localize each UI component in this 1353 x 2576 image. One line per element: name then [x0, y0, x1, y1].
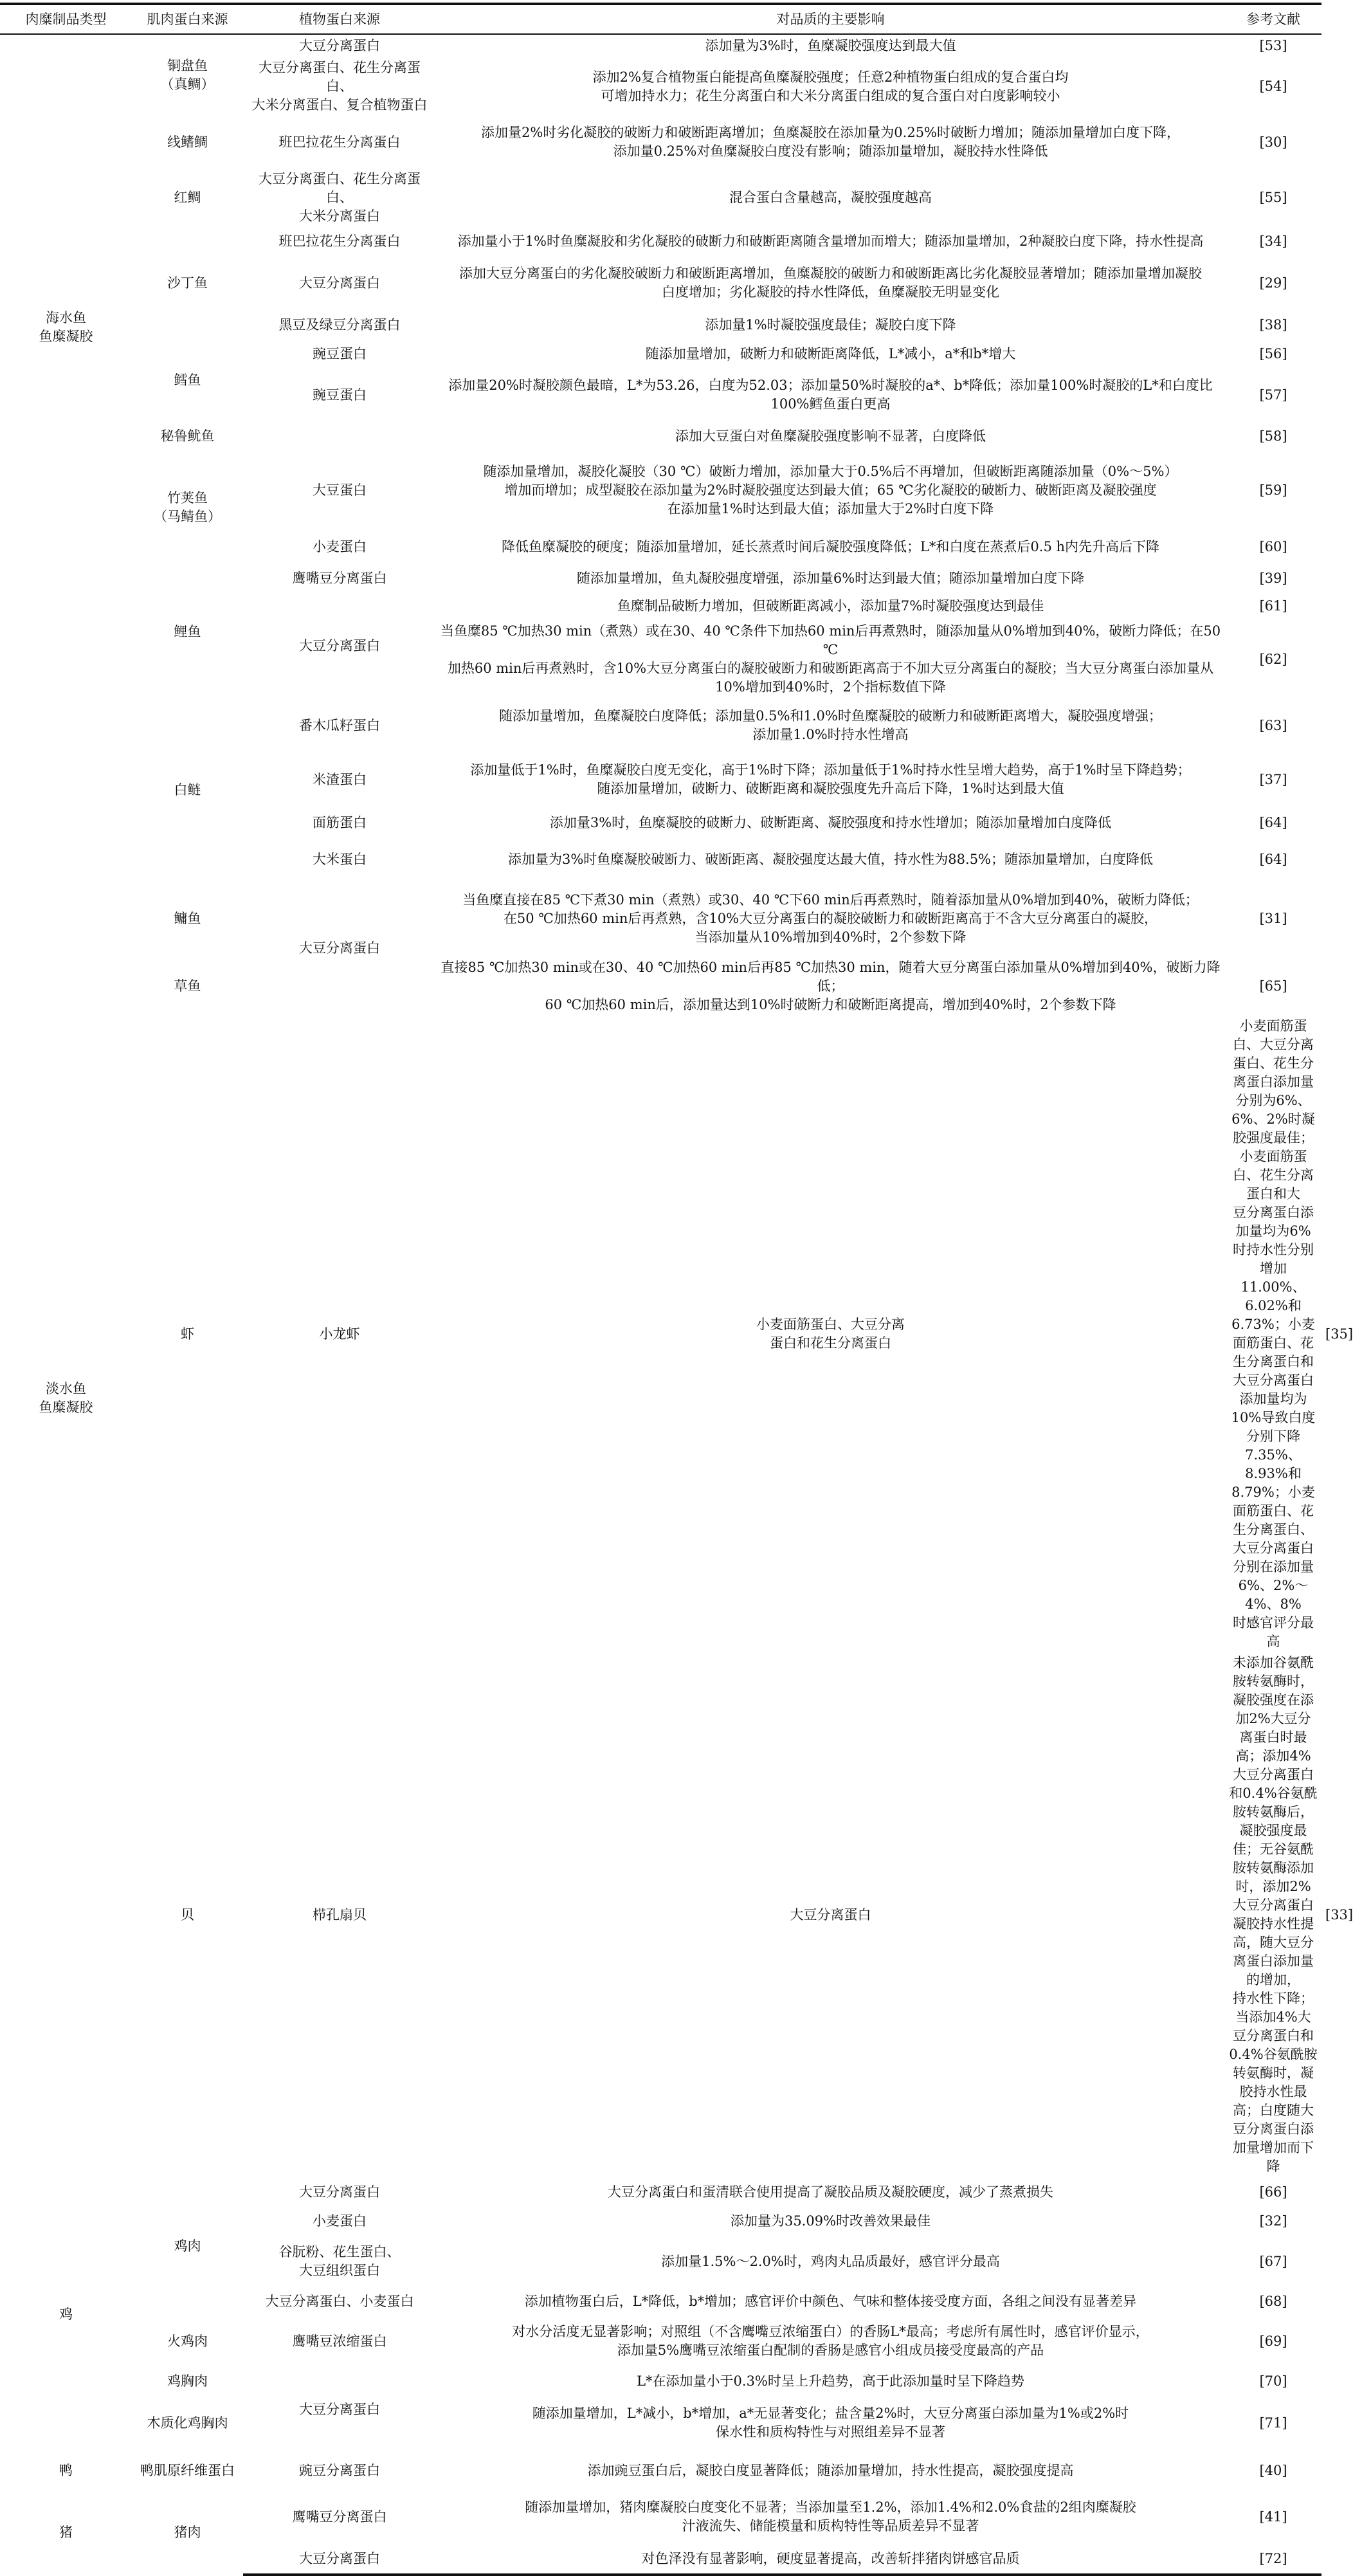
reference-cell: [56] [1259, 345, 1287, 361]
table-row: 贝 栉孔扇贝 大豆分离蛋白 未添加谷氨酰胺转氨酶时，凝胶强度在添加2%大豆分离蛋白时最高；添加4%大豆分离蛋白和0.4%谷氨酰胺转氨酶后， 凝胶强度最佳；无谷氨酰胺转氨酶添加时，添加2%大豆分离蛋白凝胶持水性提高，随大豆分离蛋白添加量的增加， 持水性下降；当添加4%大豆分离蛋白和0.4%谷氨酰胺转氨酶时，凝胶持水性最高；白度随大豆分离蛋白添加量增加而下降 [33] [0, 1652, 1321, 2177]
table-row: 虾 小龙虾 小麦面筋蛋白、大豆分离 蛋白和花生分离蛋白 小麦面筋蛋白、大豆分离蛋白、花生分离蛋白添加量分别为6%、6%、2%时凝胶强度最佳；小麦面筋蛋白、花生分离蛋白和大 豆分离蛋白添加量均为6%时持水性分别增加11.00%、6.02%和6.73%；小麦面筋蛋白、花生分离蛋白和大豆分离蛋白添加量均为 10%导致白度分别下降7.35%、8.93%和8.79%；小麦面筋蛋白、花生分离蛋白、大豆分离蛋白分别在添加量6%、2%～4%、8% 时感官评分最高 [35] [0, 1016, 1321, 1652]
plant-protein-cell: 番木瓜籽蛋白 [299, 717, 380, 733]
plant-protein-cell: 班巴拉花生分离蛋白 [278, 233, 401, 249]
plant-protein-cell: 大豆分离蛋白 [243, 2544, 436, 2575]
plant-protein-cell: 鹰嘴豆分离蛋白 [292, 570, 387, 586]
meat-type-cell: 虾 [181, 1326, 194, 1342]
plant-protein-cell: 米渣蛋白 [313, 771, 367, 787]
reference-cell: [62] [1259, 651, 1287, 667]
quality-effect-cell: 添加量3%时，鱼糜凝胶的破断力、破断距离、凝胶强度和持水性增加；随添加量增加白度降低 [549, 814, 1112, 830]
plant-protein-cell: 大豆分离蛋白、小麦蛋白 [265, 2293, 414, 2309]
reference-cell: [53] [1259, 38, 1287, 53]
table-row [0, 956, 1321, 1016]
meat-type-cell: 海水鱼 鱼糜凝胶 [39, 309, 93, 344]
muscle-protein-cell: 鸡肉 [174, 2238, 201, 2254]
quality-effect-cell: 当鱼糜直接在85 ℃下煮30 min（煮熟）或30、40 ℃下60 min后再煮熟时，随着添加量从0%增加到40%，破断力降低； 在50 ℃加热60 min后再煮熟，含10%大豆分离蛋白的凝胶破断力和破断距离高于不含大豆分离蛋白的凝胶， 当添加量从10%增加到40%时，2个参数下降 [462, 891, 1199, 945]
quality-effect-cell: 当鱼糜85 ℃加热30 min（煮熟）或在30、40 ℃条件下加热60 min后再煮熟时，随添加量从0%增加到40%，破断力降低；在50 ℃ 加热60 min后再煮熟时，含10%大豆分离蛋白的凝胶破断力和破断距离高于不加大豆分离蛋白的凝胶；当大豆分离蛋白添加量从 10%增加到40%时，2个指标数值下降 [440, 623, 1221, 695]
quality-effect-cell: 小麦面筋蛋白、大豆分离蛋白、花生分离蛋白添加量分别为6%、6%、2%时凝胶强度最佳；小麦面筋蛋白、花生分离蛋白和大 豆分离蛋白添加量均为6%时持水性分别增加11.00%、6.02%和6.73%；小麦面筋蛋白、花生分离蛋白和大豆分离蛋白添加量均为 10%导致白度分别下降7.35%、8.93%和8.79%；小麦面筋蛋白、花生分离蛋白、大豆分离蛋白分别在添加量6%、2%～4%、8% 时感官评分最高 [1231, 1018, 1316, 1649]
quality-effect-cell: 对水分活度无显著影响；对照组（不含鹰嘴豆浓缩蛋白）的香肠L*最高；考虑所有属性时，感官评价显示， 添加量5%鹰嘴豆浓缩蛋白配制的香肠是感官小组成员接受度最高的产品 [512, 2324, 1149, 2358]
table-row [0, 699, 1321, 752]
reference-cell: [29] [1259, 275, 1287, 291]
plant-protein-cell: 豌豆蛋白 [313, 387, 367, 403]
muscle-protein-cell: 鸡胸肉 [167, 2373, 208, 2389]
meat-type-cell: 鸡 [59, 2306, 73, 2322]
reference-cell: [64] [1259, 814, 1287, 830]
muscle-protein-cell: 鸭肌原纤维蛋白 [140, 2462, 235, 2478]
plant-protein-cell: 面筋蛋白 [313, 814, 367, 830]
quality-effect-cell: 未添加谷氨酰胺转氨酶时，凝胶强度在添加2%大豆分离蛋白时最高；添加4%大豆分离蛋白和0.4%谷氨酰胺转氨酶后， 凝胶强度最佳；无谷氨酰胺转氨酶添加时，添加2%大豆分离蛋白凝胶持水性提高，随大豆分离蛋白添加量的增加， 持水性下降；当添加4%大豆分离蛋白和0.4%谷氨酰胺转氨酶时，凝胶持水性最高；白度随大豆分离蛋白添加量增加而下降 [1229, 1655, 1318, 2174]
plant-protein-cell: 鹰嘴豆分离蛋白 [292, 2508, 387, 2525]
reference-cell: [69] [1259, 2333, 1287, 2349]
muscle-protein-cell: 栉孔扇贝 [313, 1906, 367, 1923]
plant-protein-cell: 鹰嘴豆浓缩蛋白 [292, 2333, 387, 2349]
plant-protein-cell: 大豆分离蛋白 [299, 637, 380, 653]
table-row [0, 2490, 1321, 2544]
quality-effect-cell: 鱼糜制品破断力增加，但破断距离减小，添加量7%时凝胶强度达到最佳 [617, 598, 1044, 614]
muscle-protein-cell: 猪肉 [174, 2524, 201, 2540]
reference-cell: [67] [1259, 2253, 1287, 2269]
quality-effect-cell: 随添加量增加，破断力和破断距离降低，L*减小，a*和b*增大 [645, 345, 1016, 361]
reference-cell: [55] [1259, 190, 1287, 205]
quality-effect-cell: 添加量为35.09%时改善效果最佳 [730, 2213, 931, 2229]
reference-cell: [59] [1259, 482, 1287, 498]
muscle-protein-cell: 铜盘鱼 （真鲷） [160, 58, 215, 92]
muscle-protein-cell: 线鳍鲷 [167, 134, 208, 150]
reference-cell: [64] [1259, 851, 1287, 867]
reference-cell: [31] [1259, 910, 1287, 926]
reference-cell: [37] [1259, 771, 1287, 787]
reference-cell: [38] [1259, 316, 1287, 333]
plant-protein-cell: 大豆蛋白 [313, 482, 367, 498]
plant-protein-cell: 大豆分离蛋白 [299, 2401, 380, 2417]
header-meat-type: 肉糜制品类型 [0, 4, 132, 34]
reference-cell: [68] [1259, 2293, 1287, 2309]
quality-effect-cell: 添加2%复合植物蛋白能提高鱼糜凝胶强度；任意2种植物蛋白组成的复合蛋白均 可增加持水力；花生分离蛋白和大米分离蛋白组成的复合蛋白对白度影响较小 [592, 69, 1069, 104]
plant-protein-cell: 豌豆分离蛋白 [299, 2462, 380, 2478]
quality-effect-cell: 随添加量增加，鱼糜凝胶白度降低；添加量0.5%和1.0%时鱼糜凝胶的破断力和破断距离增大，凝胶强度增强； 添加量1.0%时持水性增高 [499, 708, 1162, 742]
muscle-protein-cell: 竹荚鱼 （马鲭鱼） [154, 490, 221, 524]
table-row [0, 451, 1321, 529]
plant-protein-cell: 大豆分离蛋白、花生分离蛋白、 大米分离蛋白、复合植物蛋白 [251, 60, 428, 113]
header-muscle-protein: 肌肉蛋白来源 [132, 4, 243, 34]
table-body [0, 34, 1353, 2575]
plant-protein-cell: 小麦蛋白 [313, 538, 367, 554]
reference-cell: [54] [1259, 78, 1287, 94]
meat-type-cell: 贝 [181, 1906, 194, 1923]
plant-protein-cell: 大豆分离蛋白、花生分离蛋白、 大米分离蛋白 [259, 171, 421, 224]
meat-type-cell: 鸭 [59, 2462, 73, 2478]
table-row [0, 339, 1321, 369]
quality-effect-cell: 添加量为3%时，鱼糜凝胶强度达到最大值 [705, 38, 956, 53]
reference-cell: [40] [1259, 2462, 1287, 2478]
quality-effect-cell: 添加量2%时劣化凝胶的破断力和破断距离增加；鱼糜凝胶在添加量为0.25%时破断力增加；随添加量增加白度下降， 添加量0.25%对鱼糜凝胶白度没有影响；随添加量增加，凝胶持水性降低 [480, 125, 1181, 159]
plant-protein-cell: 谷朊粉、花生蛋白、 大豆组织蛋白 [278, 2244, 401, 2278]
reference-cell: [71] [1259, 2415, 1287, 2431]
quality-effect-cell: 添加量1%时凝胶强度最佳；凝胶白度下降 [705, 316, 956, 333]
quality-effect-cell: 添加豌豆蛋白后，凝胶白度显著降低；随添加量增加，持水性提高，凝胶强度提高 [587, 2462, 1074, 2478]
plant-protein-cell: 班巴拉花生分离蛋白 [278, 134, 401, 150]
plant-protein-cell: 小麦蛋白 [313, 2213, 367, 2229]
reference-cell: [30] [1259, 134, 1287, 150]
quality-effect-cell: 随添加量增加，鱼丸凝胶强度增强，添加量6%时达到最大值；随添加量增加白度下降 [576, 570, 1085, 586]
table-row [0, 2315, 1321, 2368]
reference-cell: [63] [1259, 717, 1287, 733]
quality-effect-cell: 随添加量增加，凝胶化凝胶（30 ℃）破断力增加，添加量大于0.5%后不再增加，但破断距离随添加量（0%～5%） 增加而增加；成型凝胶在添加量为2%时凝胶强度达到最大值；65 ℃劣化凝胶的破断力、破断距离及凝胶强度 在添加量1%时达到最大值；添加量大于2%时白度下降 [483, 463, 1178, 516]
muscle-protein-cell: 鳕鱼 [174, 372, 201, 388]
muscle-protein-cell: 沙丁鱼 [167, 275, 208, 291]
quality-effect-cell: 混合蛋白含量越高，凝胶强度越高 [729, 190, 932, 205]
plant-protein-cell: 大豆分离蛋白 [299, 2184, 380, 2200]
data-table [0, 3, 1353, 2576]
plant-protein-cell: 大豆分离蛋白 [790, 1906, 871, 1923]
reference-cell: [60] [1259, 538, 1287, 554]
reference-cell: [72] [1225, 2544, 1321, 2575]
table-row [0, 2368, 1321, 2395]
plant-protein-cell: 大豆分离蛋白 [299, 275, 380, 291]
reference-cell: [32] [1259, 2213, 1287, 2229]
table-row [0, 169, 1321, 227]
plant-protein-cell: 小麦面筋蛋白、大豆分离 蛋白和花生分离蛋白 [756, 1317, 905, 1351]
reference-cell: [39] [1259, 570, 1287, 586]
reference-cell: [34] [1259, 233, 1287, 249]
meat-type-cell: 淡水鱼 鱼糜凝胶 [39, 1381, 93, 1415]
plant-protein-cell [243, 421, 436, 451]
quality-effect-cell: 添加量1.5%～2.0%时，鸡肉丸品质最好，感官评分最高 [661, 2253, 1000, 2269]
reference-cell: [70] [1259, 2373, 1287, 2389]
muscle-protein-cell: 鲤鱼 [174, 623, 201, 639]
table-row [0, 564, 1321, 592]
header-quality-effect: 对品质的主要影响 [436, 4, 1225, 34]
plant-protein-cell: 黑豆及绿豆分离蛋白 [278, 316, 401, 333]
plant-protein-cell: 大豆分离蛋白 [299, 38, 380, 53]
quality-effect-cell: 对色泽没有显著影响，硬度显著提高，改善斩拌猪肉饼感官品质 [436, 2544, 1225, 2575]
meat-type-cell: 猪 [59, 2524, 73, 2540]
muscle-protein-cell: 红鲷 [174, 190, 201, 205]
plant-protein-cell: 大豆分离蛋白 [299, 940, 380, 956]
reference-cell: [57] [1259, 387, 1287, 403]
header-reference: 参考文献 [1225, 4, 1321, 34]
muscle-protein-cell: 白鲢 [174, 781, 201, 798]
quality-effect-cell: 添加量为3%时鱼糜凝胶破断力、破断距离、凝胶强度达最大值，持水性为88.5%；随添加量增加，白度降低 [507, 851, 1154, 867]
table-row [0, 34, 1321, 57]
muscle-protein-cell: 草鱼 [174, 978, 201, 994]
table-row [0, 2451, 1321, 2490]
quality-effect-cell: 添加大豆分离蛋白的劣化凝胶破断力和破断距离增加，鱼糜凝胶的破断力和破断距离比劣化凝胶显著增加；随添加量增加凝胶 白度增加；劣化凝胶的持水性降低，鱼糜凝胶无明显变化 [459, 266, 1202, 300]
reference-cell: [61] [1259, 598, 1287, 614]
quality-effect-cell: 随添加量增加，L*减小，b*增加，a*无显著变化；盐含量2%时，大豆分离蛋白添加量为1%或2%时 保水性和质构特性与对照组差异不显著 [532, 2406, 1129, 2440]
quality-effect-cell: 大豆分离蛋白和蛋清联合使用提高了凝胶品质及凝胶硬度，减少了蒸煮损失 [608, 2184, 1053, 2200]
reference-cell: [65] [1259, 978, 1287, 994]
plant-protein-cell: 豌豆蛋白 [313, 345, 367, 361]
header-row [0, 4, 1321, 34]
quality-effect-cell: 添加量低于1%时，鱼糜凝胶白度无变化，高于1%时下降；添加量低于1%时持水性呈增大趋势，高于1%时呈下降趋势； 随添加量增加，破断力、破断距离和凝胶强度先升高后下降，1%时达到最大值 [470, 762, 1191, 796]
quality-effect-cell: 随添加量增加，猪肉糜凝胶白度变化不显著；当添加量至1.2%，添加1.4%和2.0%食盐的2组肉糜凝胶 汁液流失、储能模量和质构特性等品质差异不显著 [525, 2499, 1136, 2534]
quality-effect-cell: 添加植物蛋白后，L*降低，b*增加；感官评价中颜色、气味和整体接受度方面，各组之间没有显著差异 [524, 2293, 1137, 2309]
muscle-protein-cell: 小龙虾 [319, 1326, 360, 1342]
muscle-protein-cell: 火鸡肉 [167, 2333, 208, 2349]
reference-cell: [41] [1259, 2508, 1287, 2525]
quality-effect-cell: 添加量20%时凝胶颜色最暗，L*为53.26，白度为52.03；添加量50%时凝胶的a*、b*降低；添加量100%时凝胶的L*和白度比 100%鳕鱼蛋白更高 [448, 378, 1213, 412]
quality-effect-cell: 直接85 ℃加热30 min或在30、40 ℃加热60 min后再85 ℃加热30 min，随着大豆分离蛋白添加量从0%增加到40%，破断力降低； 60 ℃加热60 min后，添加量达到10%时破断力和破断距离提高，增加到40%时，2个参数下降 [440, 959, 1221, 1012]
table-row [0, 227, 1321, 255]
quality-effect-cell: 降低鱼糜凝胶的硬度；随添加量增加，延长蒸煮时间后凝胶强度降低；L*和白度在蒸煮后0.5 h内先升高后下降 [501, 538, 1160, 554]
quality-effect-cell: 添加量小于1%时鱼糜凝胶和劣化凝胶的破断力和破断距离随含量增加而增大；随添加量增加，2种凝胶白度下降，持水性提高 [457, 233, 1204, 249]
muscle-protein-cell: 鳙鱼 [174, 910, 201, 926]
reference-cell: [66] [1259, 2184, 1287, 2200]
quality-effect-cell: 添加大豆蛋白对鱼糜凝胶强度影响不显著，白度降低 [675, 428, 986, 444]
plant-protein-cell: 大米蛋白 [313, 851, 367, 867]
muscle-protein-cell: 木质化鸡胸肉 [147, 2415, 228, 2431]
table-row [0, 2177, 1321, 2207]
reference-cell: [58] [1259, 428, 1287, 444]
table-row [0, 881, 1321, 956]
quality-effect-cell: L*在添加量小于0.3%时呈上升趋势，高于此添加量时呈下降趋势 [637, 2373, 1024, 2389]
table-row [0, 2395, 1321, 2451]
table-row [0, 116, 1321, 169]
muscle-protein-cell: 秘鲁鱿鱼 [160, 428, 215, 444]
table-row [0, 421, 1321, 451]
header-plant-protein: 植物蛋白来源 [243, 4, 436, 34]
